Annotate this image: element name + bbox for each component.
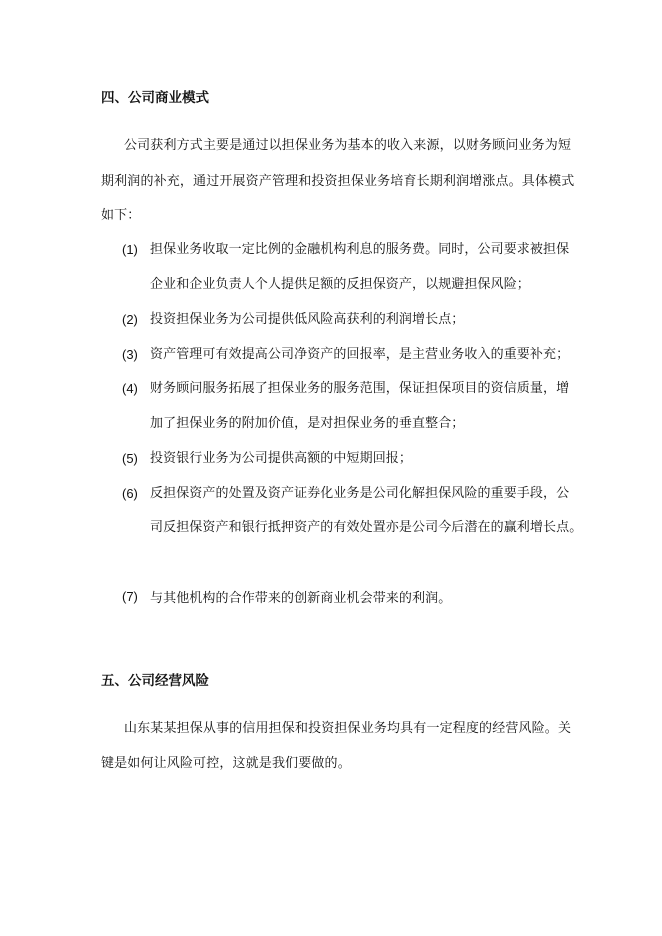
section-5-title: 五、公司经营风险 xyxy=(101,673,209,689)
list-item-text: 企业和企业负责人个人提供足额的反担保资产，以规避担保风险； xyxy=(150,277,530,292)
intro-line-1: 公司获利方式主要是通过以担保业务为基本的收入来源，以财务顾问业务为短 xyxy=(124,138,572,153)
list-item-number: (5) xyxy=(122,451,138,466)
list-item-text: 司反担保资产和银行抵押资产的有效处置亦是公司今后潜在的赢利增长点。 xyxy=(150,520,583,535)
body-line-2: 键是如何让风险可控，这就是我们要做的。 xyxy=(101,756,351,771)
list-item-number: (2) xyxy=(122,312,138,327)
intro-line-3: 如下： xyxy=(101,208,141,223)
list-item-number: (3) xyxy=(122,347,138,362)
list-item-text: 加了担保业务的附加价值，是对担保业务的垂直整合； xyxy=(150,416,465,431)
list-item-text: 反担保资产的处置及资产证券化业务是公司化解担保风险的重要手段，公 xyxy=(150,486,570,501)
list-item-text: 投资银行业务为公司提供高额的中短期回报； xyxy=(150,451,413,466)
list-item-number: (1) xyxy=(122,242,138,257)
list-item-text: 投资担保业务为公司提供低风险高获利的利润增长点； xyxy=(150,312,465,327)
list-item-number: (4) xyxy=(122,381,138,396)
list-item-number: (7) xyxy=(122,589,138,604)
list-item-text: 担保业务收取一定比例的金融机构利息的服务费。同时，公司要求被担保 xyxy=(150,242,570,257)
list-item-text: 财务顾问服务拓展了担保业务的服务范围，保证担保项目的资信质量，增 xyxy=(150,381,570,396)
list-item-number: (6) xyxy=(122,486,138,501)
body-line-1: 山东某某担保从事的信用担保和投资担保业务均具有一定程度的经营风险。关 xyxy=(124,721,572,736)
list-item-text: 与其他机构的合作带来的创新商业机会带来的利润。 xyxy=(150,591,452,606)
section-4-title: 四、公司商业模式 xyxy=(101,90,209,106)
intro-line-2: 期利润的补充，通过开展资产管理和投资担保业务培育长期利润增涨点。具体模式 xyxy=(101,174,575,189)
list-item-text: 资产管理可有效提高公司净资产的回报率，是主营业务收入的重要补充； xyxy=(150,347,570,362)
